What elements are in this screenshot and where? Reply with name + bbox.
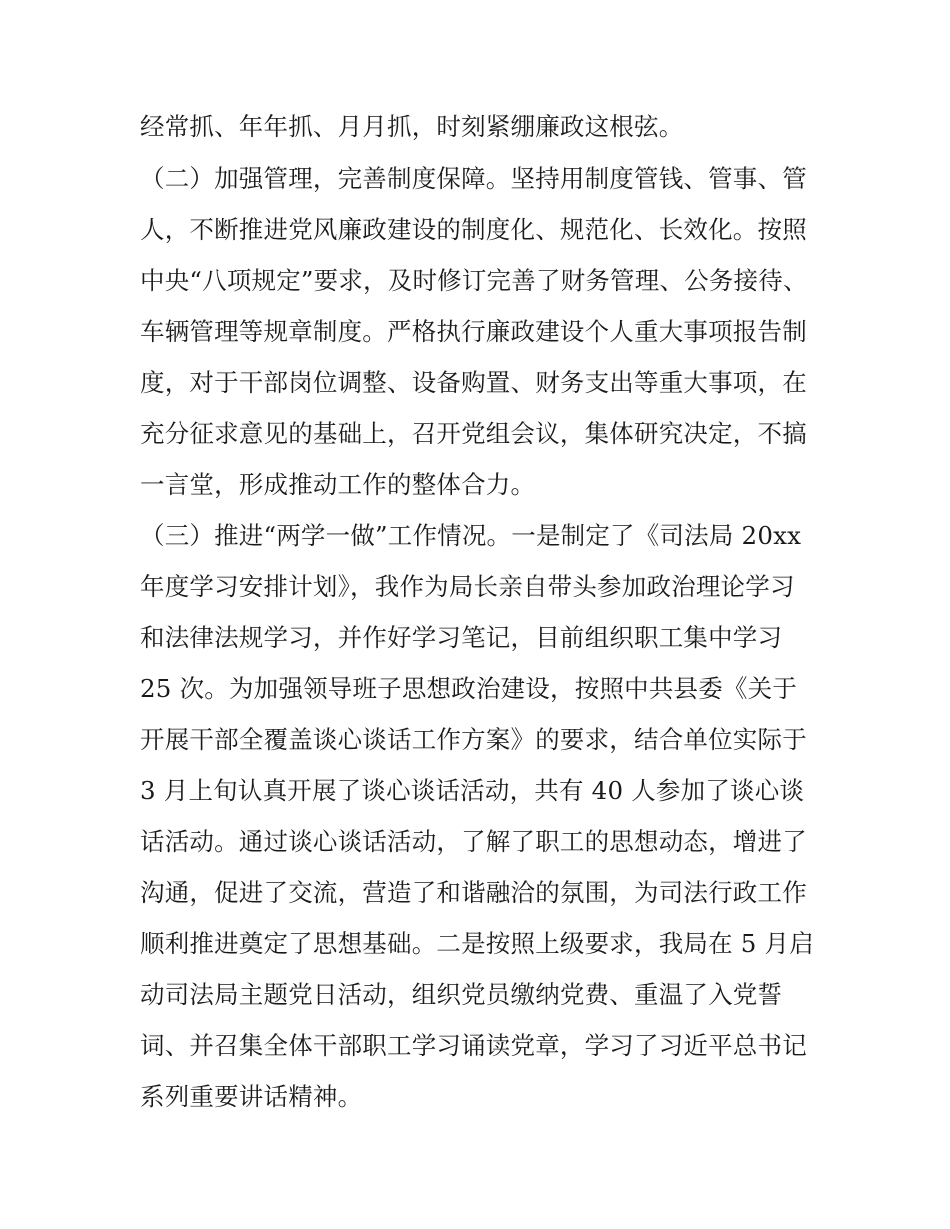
text-line: 度，对于干部岗位调整、设备购置、财务支出等重大事项，在 [140, 368, 807, 397]
text-line: 系列重要讲话精神。 [140, 1082, 363, 1111]
text-line: 充分征求意见的基础上，召开党组会议，集体研究决定，不搞 [140, 419, 807, 448]
text-line: 动司法局主题党日活动，组织党员缴纳党费、重温了入党誓 [140, 980, 783, 1009]
text-line: （二）加强管理，完善制度保障。坚持用制度管钱、管事、管 [140, 164, 807, 193]
text-line: 一言堂，形成推动工作的整体合力。 [140, 470, 536, 499]
text-line: 车辆管理等规章制度。严格执行廉政建设个人重大事项报告制 [140, 317, 807, 346]
text-line: 话活动。通过谈心谈话活动，了解了职工的思想动态，增进了 [140, 827, 807, 856]
text-line: 经常抓、年年抓、月月抓，时刻紧绷廉政这根弦。 [140, 112, 684, 141]
text-line: 和法律法规学习，并作好学习笔记，目前组织职工集中学习 [140, 623, 783, 652]
text-line: 顺利推进奠定了思想基础。二是按照上级要求，我局在 5 月启 [140, 929, 814, 958]
text-line: 3 月上旬认真开展了谈心谈话活动，共有 40 人参加了谈心谈 [140, 776, 805, 805]
text-line: 25 次。为加强领导班子思想政治建设，按照中共县委《关于 [140, 674, 798, 703]
text-line: 词、并召集全体干部职工学习诵读党章，学习了习近平总书记 [140, 1031, 807, 1060]
text-line: 中央“八项规定”要求，及时修订完善了财务管理、公务接待、 [140, 266, 808, 295]
text-line: 年度学习安排计划》，我作为局长亲自带头参加政治理论学习 [140, 572, 795, 601]
text-line: 开展干部全覆盖谈心谈话工作方案》的要求，结合单位实际于 [140, 725, 807, 754]
text-line: （三）推进“两学一做”工作情况。一是制定了《司法局 20xx [140, 521, 802, 550]
text-line: 人，不断推进党风廉政建设的制度化、规范化、长效化。按照 [140, 215, 807, 244]
text-line: 沟通，促进了交流，营造了和谐融洽的氛围，为司法行政工作 [140, 878, 807, 907]
